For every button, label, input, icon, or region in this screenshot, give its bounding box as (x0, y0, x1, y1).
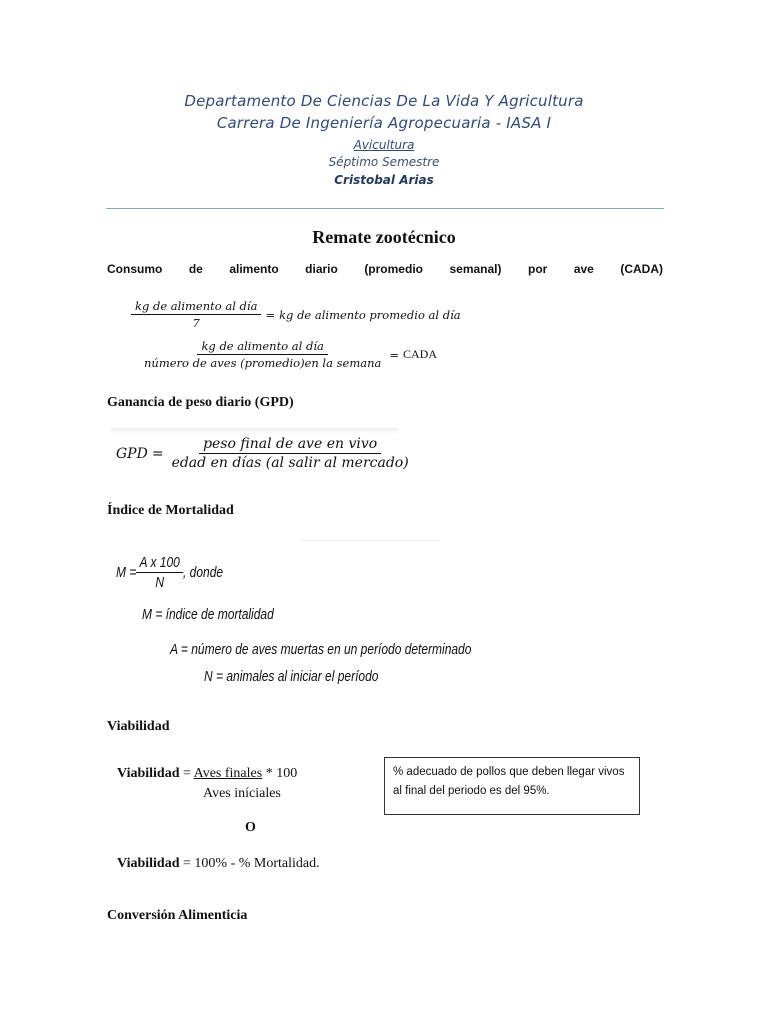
equals-sign: = (179, 766, 194, 781)
consumo-heading (107, 262, 663, 276)
formula-lhs: M = (116, 564, 137, 581)
formula-result: CADA (403, 347, 438, 361)
equals-sign: = (151, 445, 164, 462)
fraction (136, 554, 183, 591)
formula-label: Viabilidad (117, 766, 180, 781)
fraction (168, 436, 413, 471)
consumo-word: alimento (229, 262, 279, 276)
denominator: 7 (192, 316, 200, 330)
formula-rhs: = 100% - % Mortalidad. (179, 856, 320, 871)
career-title: Carrera De Ingeniería Agropecuaria - IASA I (216, 114, 552, 132)
divider (300, 540, 440, 541)
denominator: N (155, 574, 165, 591)
consumo-word: ave (573, 262, 594, 276)
consumo-word: semanal) (449, 262, 502, 276)
document-header (0, 90, 768, 189)
formula-consumo-promedio (131, 299, 461, 330)
mortalidad-formula (116, 554, 223, 591)
subject-title: Avicultura (353, 138, 415, 152)
formula-cada (140, 339, 437, 370)
equals-sign: = (265, 307, 276, 322)
viabilidad-formula-image (117, 764, 377, 884)
semester-label: Séptimo Semestre (328, 155, 440, 169)
consumo-word: Consumo (107, 262, 163, 276)
author-name: Cristobal Arias (334, 173, 434, 187)
note-box: % adecuado de pollos que deben llegar vivos al final del periodo es del 95%. (384, 757, 640, 815)
denominator: Aves iníciales (203, 786, 281, 801)
numerator: peso final de ave en vivo (199, 436, 381, 454)
gpd-formula (116, 436, 413, 471)
consumo-word: (promedio (364, 262, 423, 276)
fraction (131, 299, 261, 330)
definition-a: A = número de aves muertas en un período determinado (170, 641, 472, 658)
viabilidad-formula-line1 (117, 766, 297, 782)
header-divider (106, 208, 664, 209)
consumo-word: de (188, 262, 203, 276)
definition-m: M = índice de mortalidad (142, 606, 274, 623)
section-mortalidad-heading: Índice de Mortalidad (107, 503, 234, 518)
section-conversion-heading: Conversión Alimenticia (107, 908, 248, 923)
gpd-lhs: GPD (116, 445, 148, 462)
section-viabilidad-heading: Viabilidad (107, 719, 170, 734)
consumo-word: diario (305, 262, 338, 276)
section-gpd-heading: Ganancia de peso diario (GPD) (107, 395, 294, 410)
or-label: O (245, 820, 256, 835)
mortalidad-formula-image (112, 548, 472, 693)
formula-result: kg de alimento promedio al día (279, 307, 461, 322)
department-title: Departamento De Ciencias De La Vida Y Agricultura (184, 92, 584, 110)
formula-label: Viabilidad (117, 856, 180, 871)
numerator: kg de alimento al día (197, 339, 327, 355)
equals-sign: = (389, 347, 399, 362)
denominator: edad en días (al salir al mercado) (171, 455, 409, 471)
numerator: Aves finales (193, 766, 263, 781)
consumo-word: por (527, 262, 548, 276)
numerator: A x 100 (136, 554, 183, 573)
numerator: kg de alimento al día (131, 299, 261, 315)
multiplier: * 100 (262, 766, 298, 781)
gpd-formula-image (110, 428, 409, 484)
formula-suffix: , donde (183, 564, 224, 581)
viabilidad-formula-line2 (117, 856, 320, 872)
consumo-word: (CADA) (620, 262, 663, 276)
definition-n: N = animales al iniciar el período (204, 668, 379, 685)
page-title: Remate zootécnico (312, 227, 456, 247)
denominator: número de aves (promedio)en la semana (144, 356, 382, 370)
fraction (140, 339, 385, 370)
